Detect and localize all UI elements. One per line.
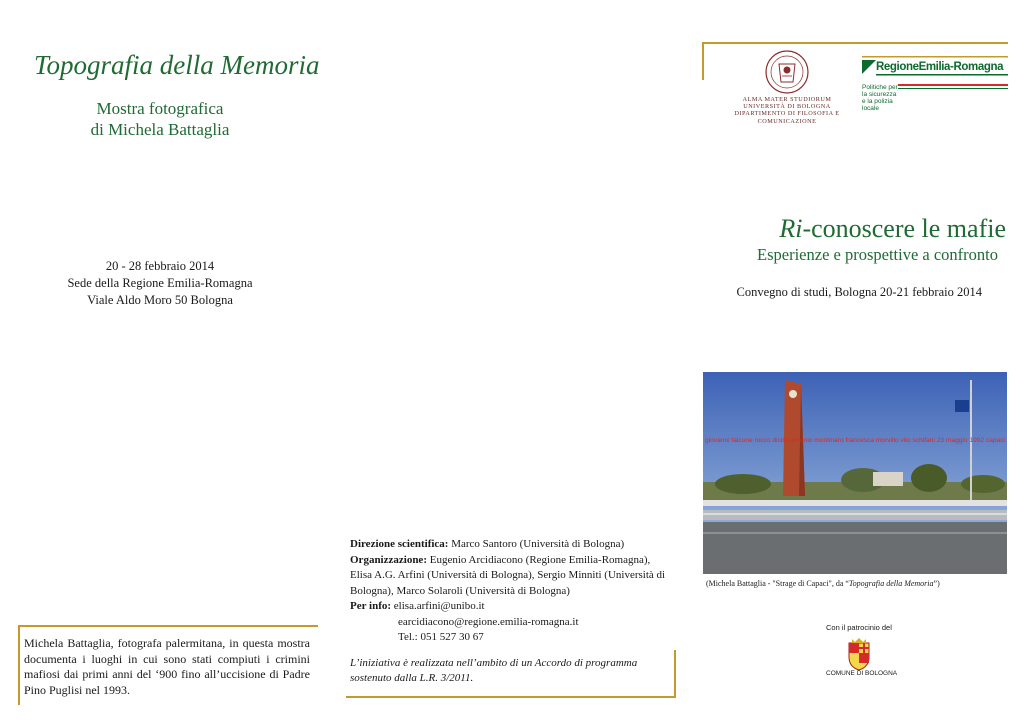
info-label: Per info: bbox=[350, 600, 392, 612]
comune-bologna-crest-icon bbox=[846, 637, 872, 671]
title-prefix: Ri bbox=[779, 214, 803, 243]
title-rest: -conoscere le mafie bbox=[802, 214, 1006, 243]
organization-value: Eugenio Arcidiacono (Regione Emilia-Romagna), Elisa A.G. Arfini (Università di Bologna), Sergio Minniti (Università di Bologna), Marco Solaroli (Università di Bologna) bbox=[350, 553, 666, 597]
address-line: Viale Aldo Moro 50 Bologna bbox=[87, 293, 233, 307]
frame-line bbox=[18, 625, 20, 705]
organization-label: Organizzazione: bbox=[350, 553, 427, 566]
frame-line bbox=[18, 625, 318, 627]
university-line: UNIVERSITÀ DI BOLOGNA bbox=[743, 103, 831, 111]
organization-line bbox=[350, 553, 670, 600]
exhibition-title: Topografia della Memoria bbox=[34, 50, 320, 80]
department-line: DIPARTIMENTO DI FILOSOFIA E COMUNICAZIONE bbox=[734, 110, 840, 125]
subtitle-line: Mostra fotografica bbox=[96, 99, 224, 118]
comune-name: COMUNE DI BOLOGNA bbox=[826, 670, 898, 677]
direction-label: Direzione scientifica: bbox=[350, 538, 449, 550]
conference-title bbox=[706, 214, 1006, 244]
direction-value: Marco Santoro (Università di Bologna) bbox=[448, 538, 625, 550]
dates-line: 20 - 28 febbraio 2014 bbox=[105, 259, 215, 273]
university-line: ALMA MATER STUDIORUM bbox=[742, 96, 832, 103]
note-frame bbox=[346, 650, 676, 698]
frame-line bbox=[346, 696, 676, 698]
info-phone: Tel.: 051 527 30 67 bbox=[398, 631, 484, 643]
regione-subtitle: Politiche per la sicurezza e la polizia locale bbox=[862, 84, 898, 112]
frame-line bbox=[674, 650, 676, 698]
direction-line bbox=[350, 537, 670, 553]
exhibition-dates bbox=[50, 258, 270, 309]
frame-line bbox=[702, 42, 1008, 44]
funding-note: L’iniziativa è realizzata nell’ambito di un Accordo di programma sostenuto dalla L.R. 3/2011. bbox=[350, 656, 638, 684]
frame-line bbox=[702, 42, 704, 80]
capaci-memorial-photo bbox=[703, 372, 1007, 574]
caption-italic: Topografia della Memoria bbox=[848, 579, 934, 588]
regione-name: RegioneEmilia-Romagna bbox=[876, 61, 1004, 73]
exhibition-subtitle bbox=[60, 98, 260, 140]
photographer-bio: Michela Battaglia, fotografa palermitana, in questa mostra documenta i luoghi in cui sono stati compiuti i crimini mafiosi dai primi anni del ‘900 fino all’uccisione di Padre Pino Puglisi nel 1993. bbox=[24, 636, 310, 697]
venue-line: Sede della Regione Emilia-Romagna bbox=[67, 276, 253, 290]
subtitle-line: di Michela Battaglia bbox=[90, 120, 230, 139]
conference-dates: Convegno di studi, Bologna 20-21 febbraio 2014 bbox=[736, 285, 982, 299]
photo-caption bbox=[706, 579, 940, 588]
university-name bbox=[712, 96, 862, 125]
caption-end: ”) bbox=[933, 579, 940, 588]
caption-text: (Michela Battaglia - "Strage di Capaci", da “ bbox=[706, 579, 849, 588]
info-email-2[interactable]: earcidiacono@regione.emilia-romagna.it bbox=[398, 615, 579, 628]
patronage-label: Con il patrocinio del bbox=[826, 623, 892, 632]
info-line bbox=[350, 599, 670, 615]
photo-overlay-names: giovanni falcone rocco dicillo antonio montinaro francesca morvillo vito schifani 23 maggio 1992 capaci bbox=[705, 437, 1005, 444]
conference-subtitle: Esperienze e prospettive a confronto bbox=[757, 245, 998, 264]
info-email-1[interactable]: elisa.arfini@unibo.it bbox=[391, 600, 485, 612]
